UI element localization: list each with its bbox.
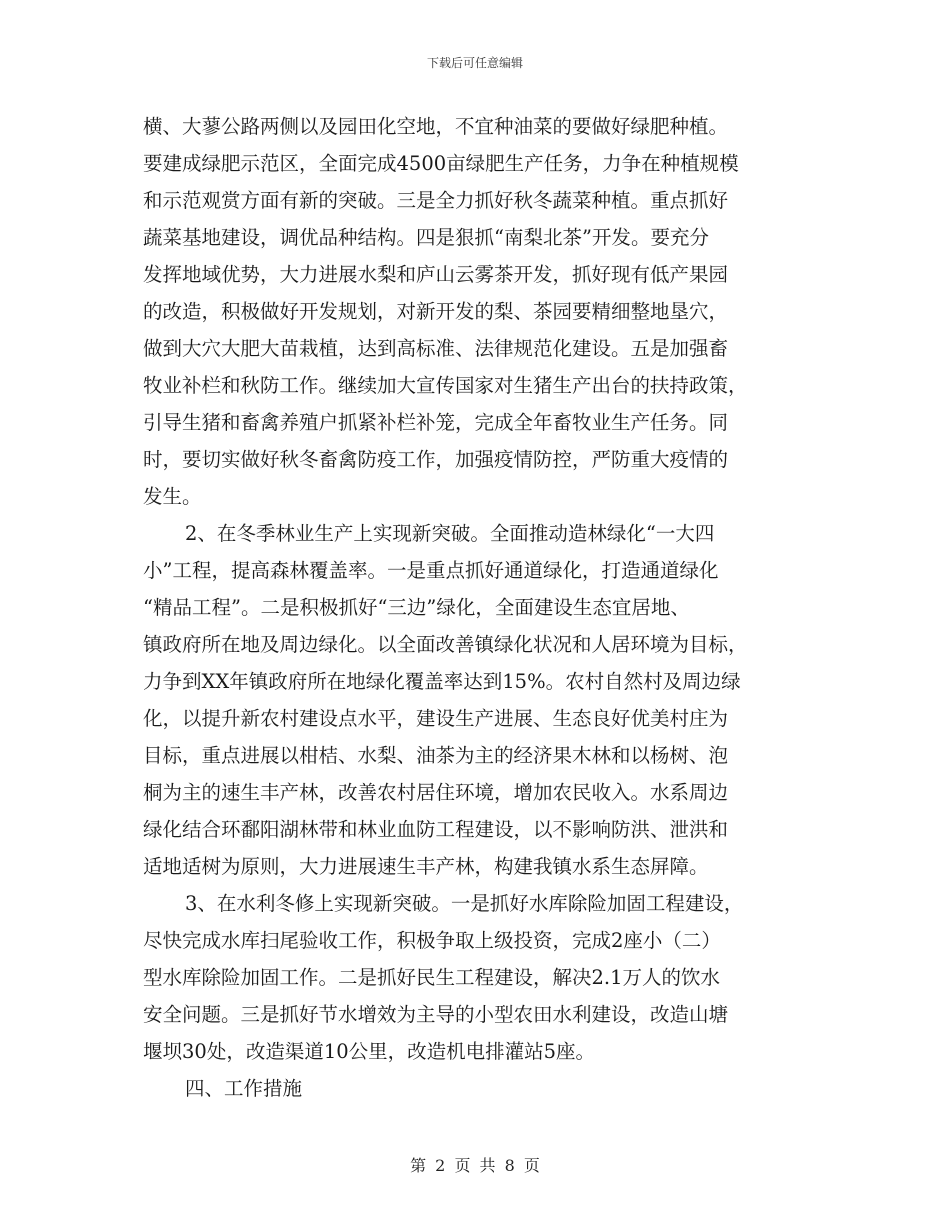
paragraph-start-line: 2、在冬季林业生产上实现新突破。全面推动造林绿化“一大四 xyxy=(185,522,715,545)
page-number-footer: 第 2 页 共 8 页 xyxy=(410,1156,540,1175)
text-line: 发挥地域优势，大力进展水梨和庐山云雾茶开发，抓好现有低产果园 xyxy=(143,263,729,286)
text-line: 牧业补栏和秋防工作。继续加大宣传国家对生猪生产出台的扶持政策， xyxy=(143,374,748,397)
text-line: 安全问题。三是抓好节水增效为主导的小型农田水利建设，改造山塘 xyxy=(143,1003,729,1026)
text-line: 引导生猪和畜禽养殖户抓紧补栏补笼，完成全年畜牧业生产任务。同 xyxy=(143,411,729,434)
text-line: 桐为主的速生丰产林，改善农村居住环境，增加农民收入。水系周边 xyxy=(143,781,729,804)
text-line: “精品工程”。二是积极抓好“三边”绿化，全面建设生态宜居地、 xyxy=(143,596,690,619)
section-heading: 四、工作措施 xyxy=(185,1077,303,1100)
text-line: 目标，重点进展以柑桔、水梨、油茶为主的经济果木林和以杨树、泡 xyxy=(143,744,729,767)
text-line: 发生。 xyxy=(143,485,202,508)
text-line: 和示范观赏方面有新的突破。三是全力抓好秋冬蔬菜种植。重点抓好 xyxy=(143,189,729,212)
text-line: 镇政府所在地及周边绿化。以全面改善镇绿化状况和人居环境为目标， xyxy=(143,633,748,656)
text-line: 化，以提升新农村建设点水平，建设生产进展、生态良好优美村庄为 xyxy=(143,707,729,730)
text-line: 横、大蓼公路两侧以及园田化空地，不宜种油菜的要做好绿肥种植。 xyxy=(143,115,729,138)
document-body xyxy=(143,108,803,1107)
text-line: 小”工程，提高森林覆盖率。一是重点抓好通道绿化，打造通道绿化 xyxy=(143,559,719,582)
text-line: 绿化结合环鄱阳湖林带和林业血防工程建设，以不影响防洪、泄洪和 xyxy=(143,818,729,841)
text-line: 适地适树为原则，大力进展速生丰产林，构建我镇水系生态屏障。 xyxy=(143,855,709,878)
page-header: 下载后可任意编辑 xyxy=(426,56,523,70)
text-line: 堰坝30处，改造渠道10公里，改造机电排灌站5座。 xyxy=(143,1040,596,1063)
text-line: 要建成绿肥示范区，全面完成4500亩绿肥生产任务，力争在种植规模 xyxy=(143,152,739,175)
text-line: 的改造，积极做好开发规划，对新开发的梨、茶园要精细整地垦穴， xyxy=(143,300,729,323)
paragraph-start-line: 3、在水利冬修上实现新突破。一是抓好水库除险加固工程建设， xyxy=(185,892,744,915)
text-line: 型水库除险加固工作。二是抓好民生工程建设，解决2.1万人的饮水 xyxy=(143,966,721,989)
text-line: 力争到XX年镇政府所在地绿化覆盖率达到15%。农村自然村及周边绿 xyxy=(143,670,741,693)
text-line: 时，要切实做好秋冬畜禽防疫工作，加强疫情防控，严防重大疫情的 xyxy=(143,448,729,471)
text-line: 做到大穴大肥大苗栽植，达到高标准、法律规范化建设。五是加强畜 xyxy=(143,337,729,360)
text-line: 蔬菜基地建设，调优品种结构。四是狠抓“南梨北茶”开发。要充分 xyxy=(143,226,709,249)
text-line: 尽快完成水库扫尾验收工作，积极争取上级投资，完成2座小（二） xyxy=(143,929,721,952)
